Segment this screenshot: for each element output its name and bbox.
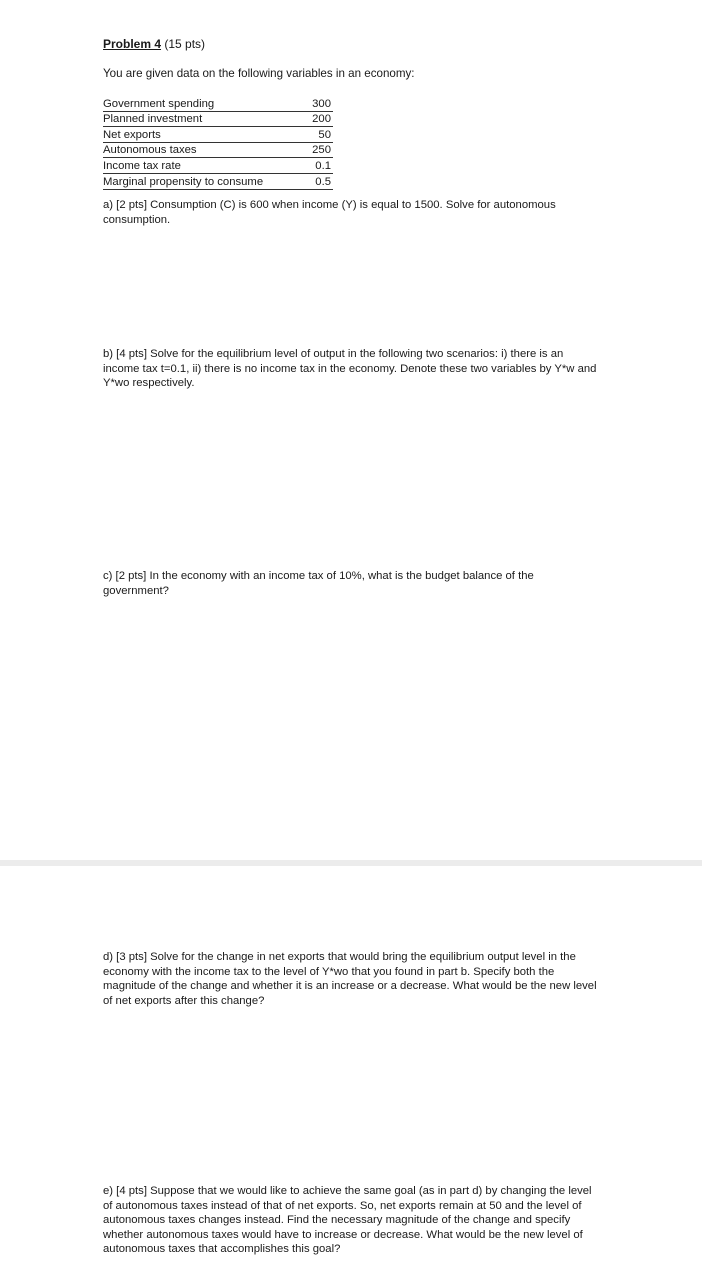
- problem-points: (15 pts): [164, 37, 206, 51]
- question-e: e) [4 pts] Suppose that we would like to achieve the same goal (as in part d) by changing the level of autonomous taxes instead of that of net exports. So, net exports remain at 50 and the level of autonomous taxes changes instead. Find the necessary magnitude of the change and specify whether autonomous taxes would have to increase or decrease. What would be the new level of autonomous taxes that accomplishes this goal?: [103, 1185, 592, 1256]
- variable-value: 300: [310, 96, 333, 111]
- intro-text: You are given data on the following variables in an economy:: [103, 67, 415, 80]
- question-b: b) [4 pts] Solve for the equilibrium level of output in the following two scenarios: i) there is an income tax t=0.1, ii) there is no income tax in the economy. Denote these two variables by Y*w and Y*wo respectively.: [103, 348, 597, 390]
- question-c: c) [2 pts] In the economy with an income tax of 10%, what is the budget balance of the government?: [103, 570, 534, 597]
- variable-value: 50: [310, 127, 333, 143]
- variables-table: [103, 96, 333, 190]
- variable-value: 0.5: [310, 173, 333, 189]
- variable-value: 0.1: [310, 158, 333, 174]
- question-d: d) [3 pts] Solve for the change in net exports that would bring the equilibrium output level in the economy with the income tax to the level of Y*wo that you found in part b. Specify both the magnitude of the change and whether it is an increase or a decrease. What would be the new level of net exports after this change?: [103, 951, 597, 1007]
- variable-label: Income tax rate: [103, 158, 310, 174]
- variable-label: Planned investment: [103, 111, 310, 127]
- variable-label: Autonomous taxes: [103, 142, 310, 158]
- variable-label: Net exports: [103, 127, 310, 143]
- variable-value: 250: [310, 142, 333, 158]
- problem-heading: [103, 37, 205, 51]
- variable-value: 200: [310, 111, 333, 127]
- question-a: a) [2 pts] Consumption (C) is 600 when income (Y) is equal to 1500. Solve for autonomous consumption.: [103, 199, 556, 226]
- table-row: [103, 142, 333, 158]
- table-row: [103, 96, 333, 111]
- document-page-2: [0, 866, 702, 1280]
- table-row: [103, 173, 333, 189]
- table-row: [103, 111, 333, 127]
- variable-label: Marginal propensity to consume: [103, 173, 310, 189]
- problem-title: Problem 4: [103, 37, 162, 51]
- table-row: [103, 127, 333, 143]
- table-row: [103, 158, 333, 174]
- variable-label: Government spending: [103, 96, 310, 111]
